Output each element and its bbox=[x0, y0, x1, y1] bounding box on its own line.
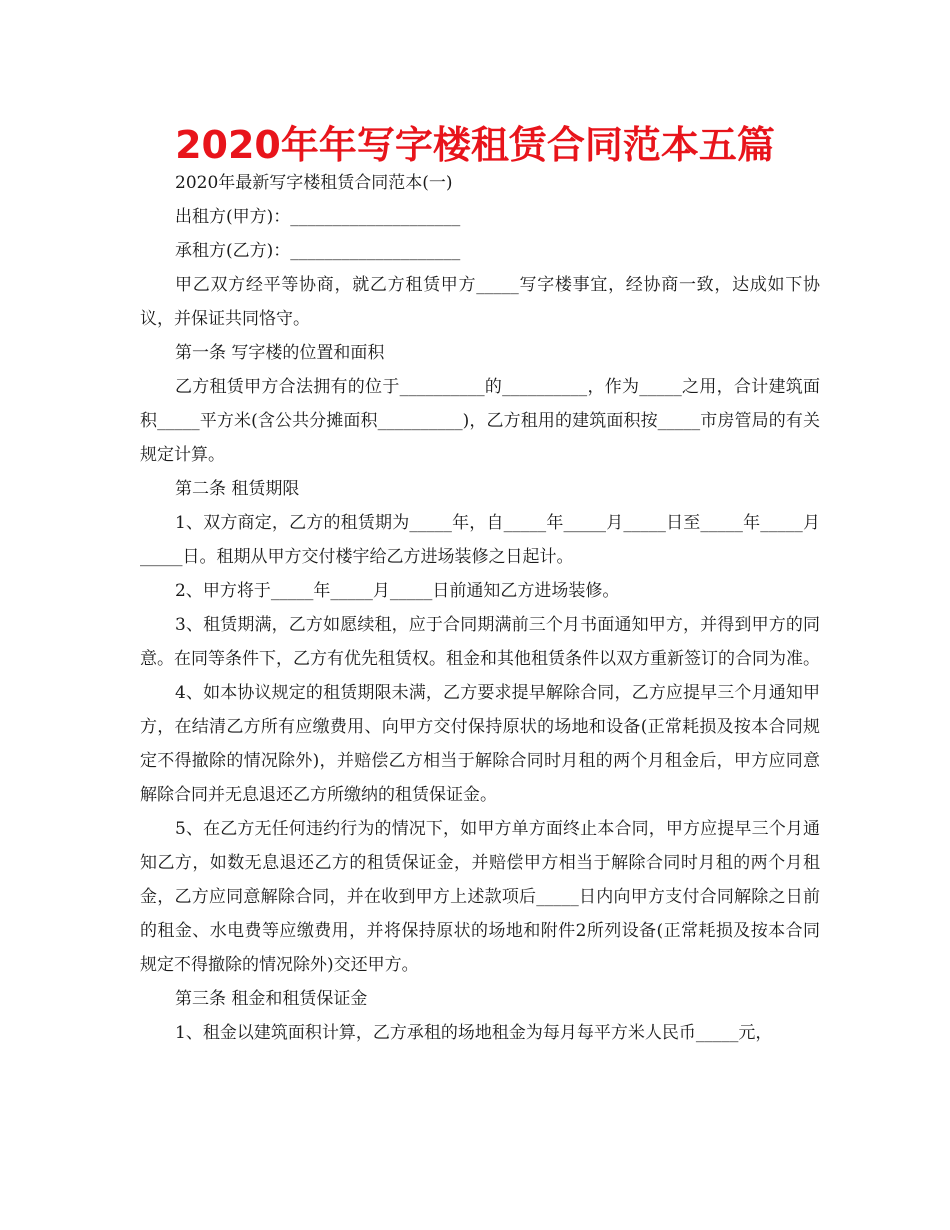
document-title: 2020年年写字楼租赁合同范本五篇 bbox=[175, 123, 775, 167]
paragraph-location-area: 乙方租赁甲方合法拥有的位于__________的__________，作为_____之用，合计建筑面积_____平方米(含公共分摊面积__________)，乙方租用的建筑面积按_____市房管局的有关规定计算。 bbox=[140, 377, 820, 465]
paragraph-lessor: 出租方(甲方)：____________________ bbox=[175, 207, 461, 227]
paragraph-preamble: 甲乙双方经平等协商，就乙方租赁甲方_____写字楼事宜，经协商一致，达成如下协议，并保证共同恪守。 bbox=[140, 275, 820, 329]
section-heading-3: 第三条 租金和租赁保证金 bbox=[175, 989, 368, 1009]
paragraph-term-1: 1、双方商定，乙方的租赁期为_____年，自_____年_____月_____日至_____年_____月_____日。租期从甲方交付楼宇给乙方进场装修之日起计。 bbox=[140, 513, 820, 567]
paragraph-lessee: 承租方(乙方)：____________________ bbox=[175, 241, 461, 261]
paragraph-rent-1: 1、租金以建筑面积计算，乙方承租的场地租金为每月每平方米人民币_____元， bbox=[175, 1023, 773, 1043]
paragraph-term-3: 3、租赁期满，乙方如愿续租，应于合同期满前三个月书面通知甲方，并得到甲方的同意。在同等条件下，乙方有优先租赁权。租金和其他租赁条件以双方重新签订的合同为准。 bbox=[140, 615, 820, 669]
paragraph-term-5: 5、在乙方无任何违约行为的情况下，如甲方单方面终止本合同，甲方应提早三个月通知乙方，如数无息退还乙方的租赁保证金，并赔偿甲方相当于解除合同时月租的两个月租金，乙方应同意解除合同，并在收到甲方上述款项后_____日内向甲方支付合同解除之日前的租金、水电费等应缴费用，并将保持原状的场地和附件2所列设备(正常耗损及按本合同规定不得撤除的情况除外)交还甲方。 bbox=[140, 819, 820, 975]
paragraph-term-2: 2、甲方将于_____年_____月_____日前通知乙方进场装修。 bbox=[175, 581, 620, 601]
paragraph-subtitle: 2020年最新写字楼租赁合同范本(一) bbox=[175, 173, 453, 193]
document-body bbox=[140, 166, 820, 1050]
section-heading-1: 第一条 写字楼的位置和面积 bbox=[175, 343, 385, 363]
paragraph-term-4: 4、如本协议规定的租赁期限未满，乙方要求提早解除合同，乙方应提早三个月通知甲方，在结清乙方所有应缴费用、向甲方交付保持原状的场地和设备(正常耗损及按本合同规定不得撤除的情况除外)，并赔偿乙方相当于解除合同时月租的两个月租金后，甲方应同意解除合同并无息退还乙方所缴纳的租赁保证金。 bbox=[140, 683, 820, 805]
section-heading-2: 第二条 租赁期限 bbox=[175, 479, 300, 499]
